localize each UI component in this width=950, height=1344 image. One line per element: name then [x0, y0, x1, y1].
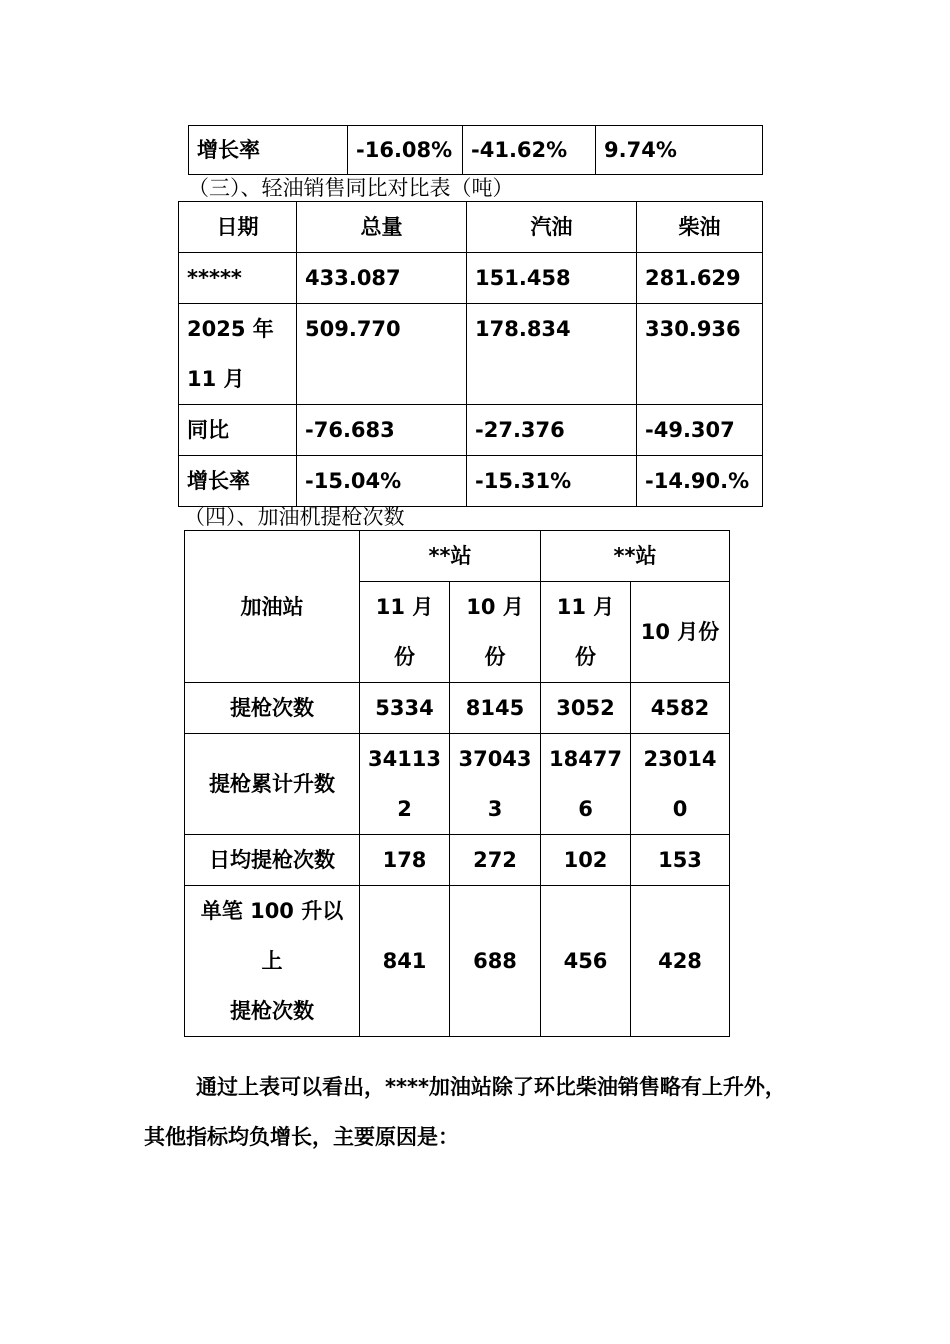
table-cell: 456: [541, 886, 631, 1037]
table-cell: -27.376: [467, 405, 637, 456]
table-cell: [179, 304, 297, 405]
table-row: [179, 456, 763, 507]
table-cell: 272: [450, 835, 541, 886]
table-cell: 9.74%: [596, 126, 763, 175]
header-oct-full: 10 月份: [631, 582, 730, 683]
table-cell: -49.307: [637, 405, 763, 456]
table-row: [185, 734, 730, 835]
section-caption-3: （三）、轻油销售同比对比表（吨）: [188, 176, 514, 200]
table-cell: -15.04%: [297, 456, 467, 507]
month-line2: 份: [484, 645, 506, 669]
label-line1: 单笔 100 升以: [200, 899, 344, 923]
row-label: 提枪累计升数: [185, 734, 360, 835]
table-cell: -14.90.%: [637, 456, 763, 507]
table-cell: 5334: [360, 683, 450, 734]
table-cell: -76.683: [297, 405, 467, 456]
month-line1: 10 月: [466, 595, 524, 619]
month-line1: 11 月: [375, 595, 434, 619]
table-cell: *****: [179, 253, 297, 304]
table-cell: 281.629: [637, 253, 763, 304]
header-oct: [450, 582, 541, 683]
table-cell: 509.770: [297, 304, 467, 405]
date-line1: 2025 年: [187, 317, 274, 341]
body-paragraph-line1: 通过上表可以看出，****加油站除了环比柴油销售略有上升外，: [196, 1075, 786, 1099]
table-cell: 841: [360, 886, 450, 1037]
month-line2: 份: [575, 645, 596, 669]
table-cell: 433.087: [297, 253, 467, 304]
table-cell: 4582: [631, 683, 730, 734]
table-cell: 330.936: [637, 304, 763, 405]
value-line2: 6: [578, 797, 593, 821]
growth-rate-table-top: [188, 125, 763, 175]
month-line1: 11 月: [556, 595, 615, 619]
month-line2: 份: [394, 645, 415, 669]
table-cell: -15.31%: [467, 456, 637, 507]
date-line2: 11 月: [187, 367, 245, 391]
table-header-row: [179, 202, 763, 253]
row-label: [185, 886, 360, 1037]
table-row: [189, 126, 763, 175]
table-cell: 102: [541, 835, 631, 886]
value-line2: 3: [487, 797, 503, 821]
header-total: 总量: [297, 202, 467, 253]
table-cell: [541, 734, 631, 835]
table-cell: 同比: [179, 405, 297, 456]
table-cell: 151.458: [467, 253, 637, 304]
table-row: [185, 835, 730, 886]
table-cell: 增长率: [189, 126, 348, 175]
table-row: [179, 304, 763, 405]
body-paragraph-line2: 其他指标均负增长，主要原因是：: [144, 1125, 459, 1149]
row-label: 日均提枪次数: [185, 835, 360, 886]
header-nov: [360, 582, 450, 683]
header-date: 日期: [179, 202, 297, 253]
header-gasoline: 汽油: [467, 202, 637, 253]
table-row: [179, 405, 763, 456]
header-station-b: **站: [541, 531, 730, 582]
value-line1: 23014: [643, 747, 717, 771]
header-station-a: **站: [360, 531, 541, 582]
label-line2: 上: [261, 949, 283, 973]
value-line1: 34113: [367, 747, 442, 771]
table-row: [185, 886, 730, 1037]
table-cell: 178: [360, 835, 450, 886]
table-row: [185, 683, 730, 734]
table-cell: [360, 734, 450, 835]
header-diesel: 柴油: [637, 202, 763, 253]
table-cell: 3052: [541, 683, 631, 734]
value-line1: 37043: [458, 747, 532, 771]
header-station: 加油站: [185, 531, 360, 683]
table-cell: -41.62%: [463, 126, 596, 175]
label-line3: 提枪次数: [230, 999, 314, 1023]
value-line1: 18477: [548, 747, 623, 771]
table-cell: 增长率: [179, 456, 297, 507]
nozzle-lift-table: [184, 530, 730, 1037]
table-cell: 688: [450, 886, 541, 1037]
table-row: [179, 253, 763, 304]
value-line2: 0: [672, 797, 688, 821]
value-line2: 2: [397, 797, 412, 821]
table-cell: 153: [631, 835, 730, 886]
light-oil-sales-table: [178, 201, 763, 507]
table-cell: [450, 734, 541, 835]
header-nov: [541, 582, 631, 683]
table-cell: 8145: [450, 683, 541, 734]
table-cell: [631, 734, 730, 835]
table-cell: 178.834: [467, 304, 637, 405]
table-cell: -16.08%: [348, 126, 463, 175]
row-label: 提枪次数: [185, 683, 360, 734]
table-header-row: [185, 531, 730, 582]
section-caption-4: （四）、加油机提枪次数: [184, 505, 405, 529]
table-cell: 428: [631, 886, 730, 1037]
